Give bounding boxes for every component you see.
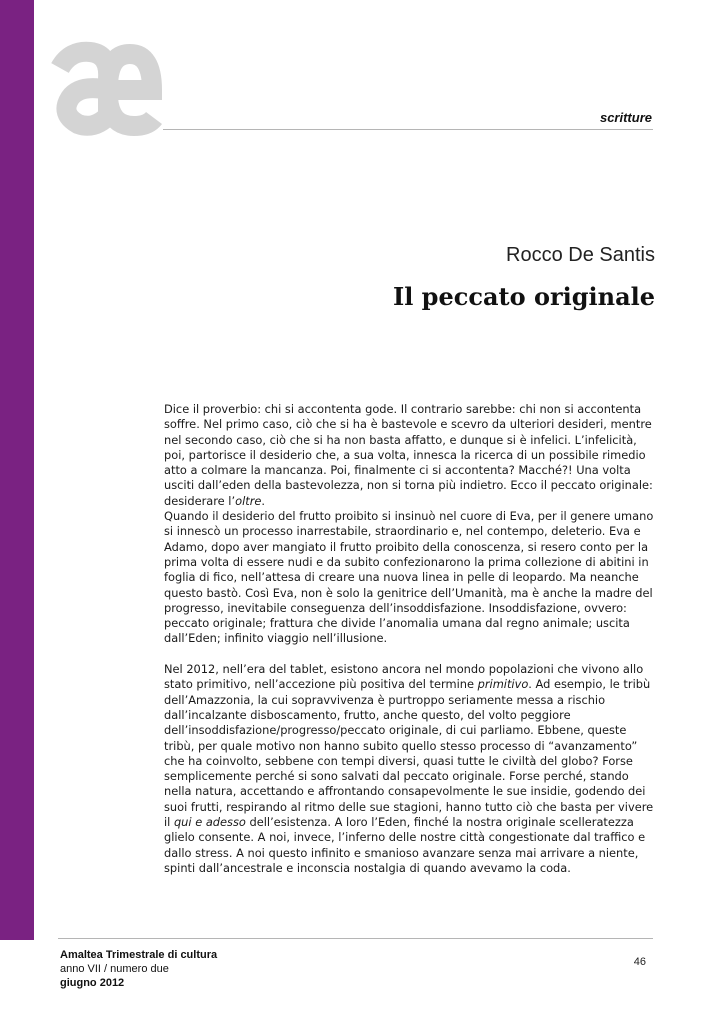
- text-segment-italic: primitivo: [477, 677, 529, 692]
- section-label: scritture: [599, 110, 652, 125]
- sidebar-accent-bar: [0, 0, 34, 940]
- header-divider: [163, 129, 653, 130]
- text-segment: dell’esistenza. A loro l’Eden, finché la nostra originale scelleratezza glielo consente. A noi, invece, l’inferno delle nostre città congestionate dal traffico e dallo stress. A noi questo infinito e smanioso avanzare senza mai arrivare a niente, spinti dall’ancestrale e inconscia nostalgia di quando avevamo la coda.: [164, 815, 646, 875]
- author-name: Rocco De Santis: [506, 244, 655, 266]
- footer-divider: [58, 938, 653, 939]
- article-title: Il peccato originale: [392, 282, 655, 311]
- text-segment: Dice il proverbio: chi si accontenta gode. Il contrario sarebbe: chi non si accontenta soffre. Nel primo caso, ciò che si ha è bastevole e scevro da ulteriori desideri, mentre nel secondo caso, ciò che si ha non basta affatto, e dunque si è infelici. L’infelicità, poi, partorisce il desiderio che, a sua volta, innesca la ricerca di un possibile rimedio atto a colmare la mancanza. Poi, finalmente ci si accontenta? Macché?! Una volta usciti dall’eden della bastevolezza, non si torna più indietro. Ecco il peccato originale: desiderare l’: [164, 402, 653, 508]
- issue-date: giugno 2012: [60, 977, 125, 989]
- text-segment: Nel 2012, nell’era del tablet, esistono ancora nel mondo popolazioni che vivono allo stato primitivo, nell’accezione più positiva del termine: [164, 662, 644, 692]
- article-body: [164, 402, 654, 876]
- text-segment-italic: oltre: [235, 493, 262, 508]
- footer-publication-info: [60, 948, 217, 990]
- paragraph-2: [164, 509, 654, 647]
- paragraph-1: [164, 402, 654, 509]
- page-number: 46: [633, 956, 646, 968]
- publication-name: Amaltea Trimestrale di cultura: [60, 949, 218, 961]
- issue-info: anno VII / numero due: [60, 963, 169, 975]
- text-segment: .: [261, 493, 266, 508]
- text-segment: Quando il desiderio del frutto proibito si insinuò nel cuore di Eva, per il genere umano si innescò un processo inarrestabile, straordinario e, nel contempo, deleterio. Eva e Adamo, dopo aver mangiato il frutto proibito della conoscenza, si resero conto per la prima volta di essere nudi e da subito confezionarono la prima collezione di abitini in foglia di fico, nell’attesa di creare una nuova linea in pelle di leopardo. Ma neanche questo bastò. Così Eva, non è solo la genitrice dell’Umanità, ma è anche la madre del progresso, inevitabile conseguenza dell’insoddisfazione. Insoddisfazione, ovvero: peccato originale; frattura che divide l’anomalia umana dal regno animale; uscita dall’Eden; infinito viaggio nell’illusione.: [164, 509, 654, 646]
- ae-ligature-logo: [50, 40, 162, 136]
- text-segment-italic: qui e adesso: [173, 815, 246, 830]
- text-segment: . Ad esempio, le tribù dell’Amazzonia, la cui sopravvivenza è purtroppo seriamente messa a rischio dall’incalzante disboscamento, frutto, anche questo, del volto peggiore dell’insoddisfazione/progresso/peccato originale, di cui parliamo. Ebbene, queste tribù, per quale motivo non hanno subito quello stesso processo di “avanzamento” che ha coinvolto, sebbene con tempi diversi, quasi tutte le civiltà del globo? Forse semplicemente perché si sono salvati dal peccato originale. Forse perché, stando nella natura, accettando e affrontando consapevolmente le sue insidie, godendo dei suoi frutti, respirando al ritmo delle sue stagioni, hanno tutto ciò che basta per vivere il: [164, 677, 654, 830]
- paragraph-3: [164, 662, 654, 876]
